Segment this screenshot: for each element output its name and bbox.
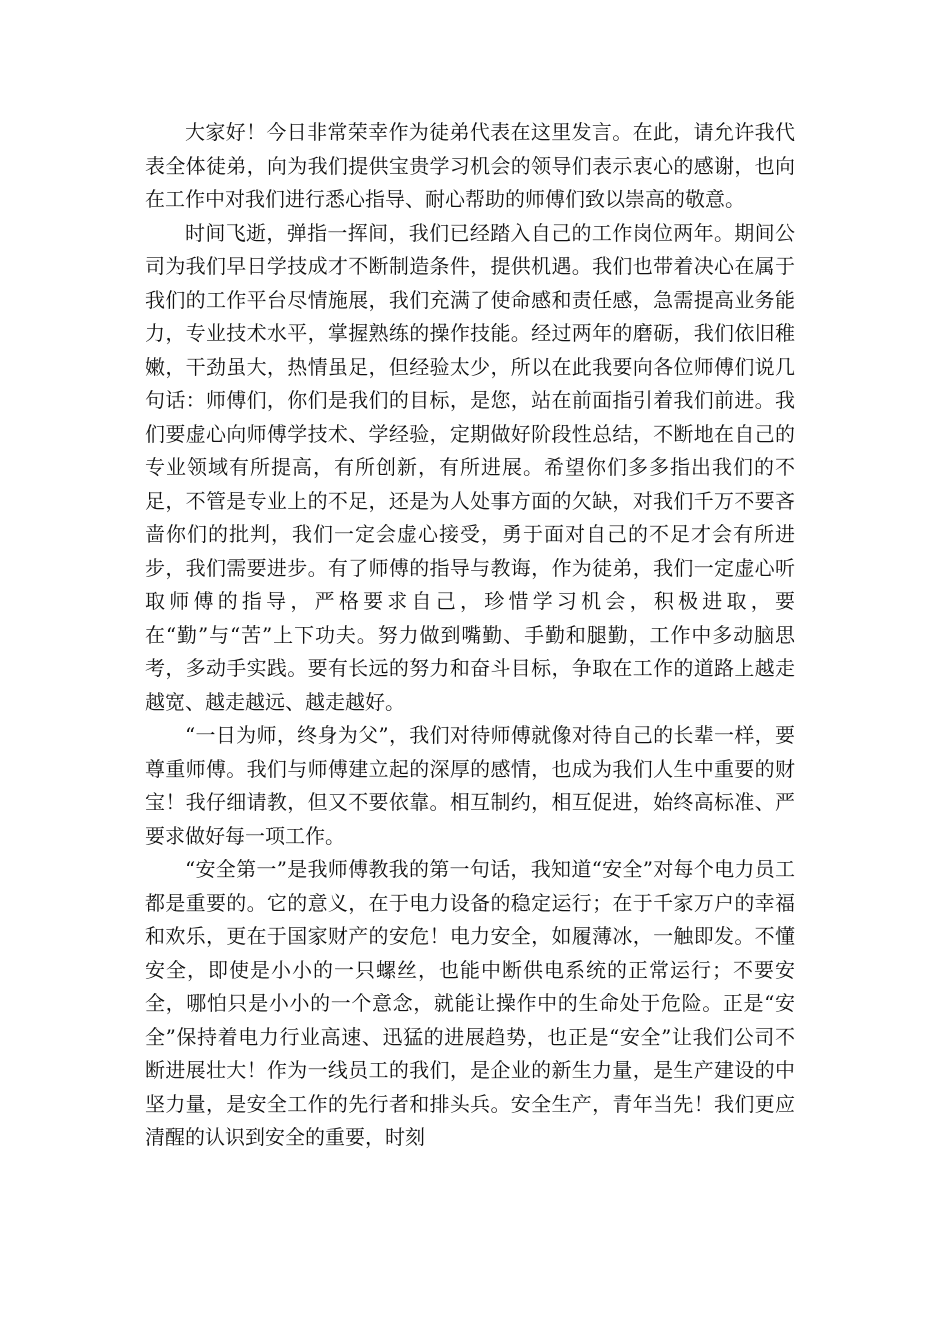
document-body <box>145 116 795 1155</box>
paragraph-greeting: 大家好！今日非常荣幸作为徒弟代表在这里发言。在此，请允许我代表全体徒弟，向为我们提供宝贵学习机会的领导们表示衷心的感谢，也向在工作中对我们进行悉心指导、耐心帮助的师傅们致以崇高的敬意。 <box>145 120 795 211</box>
paragraph-two-years: 时间飞逝，弹指一挥间，我们已经踏入自己的工作岗位两年。期间公司为我们早日学技成才不断制造条件，提供机遇。我们也带着决心在属于我们的工作平台尽情施展，我们充满了使命感和责任感，急需提高业务能力，专业技术水平，掌握熟练的操作技能。经过两年的磨砺，我们依旧稚嫩，干劲虽大，热情虽足，但经验太少，所以在此我要向各位师傅们说几句话：师傅们，你们是我们的目标，是您，站在前面指引着我们前进。我们要虚心向师傅学技术、学经验，定期做好阶段性总结，不断地在自己的专业领域有所提高，有所创新，有所进展。希望你们多多指出我们的不足，不管是专业上的不足，还是为人处事方面的欠缺，对我们千万不要吝啬你们的批判，我们一定会虚心接受，勇于面对自己的不足才会有所进步，我们需要进步。有了师傅的指导与教诲，作为徒弟，我们一定虚心听取师傅的指导，严格要求自己，珍惜学习机会，积极进取，要在“勤”与“苦”上下功夫。努力做到嘴勤、手勤和腿勤，工作中多动脑思考，多动手实践。要有长远的努力和奋斗目标，争取在工作的道路上越走越宽、越走越远、越走越好。 <box>145 220 795 714</box>
paragraph-respect-master: “一日为师，终身为父”，我们对待师傅就像对待自己的长辈一样，要尊重师傅。我们与师傅建立起的深厚的感情，也成为我们人生中重要的财宝！我仔细请教，但又不要依靠。相互制约，相互促进，始终高标准、严要求做好每一项工作。 <box>145 723 795 848</box>
paragraph-safety-first: “安全第一”是我师傅教我的第一句话，我知道“安全”对每个电力员工都是重要的。它的意义，在于电力设备的稳定运行；在于千家万户的幸福和欢乐，更在于国家财产的安危！电力安全，如履薄冰，一触即发。不懂安全，即使是小小的一只螺丝，也能中断供电系统的正常运行；不要安全，哪怕只是小小的一个意念，就能让操作中的生命处于危险。正是“安全”保持着电力行业高速、迅猛的进展趋势，也正是“安全”让我们公司不断进展壮大！作为一线员工的我们，是企业的新生力量，是生产建设的中坚力量，是安全工作的先行者和排头兵。安全生产，青年当先！我们更应清醒的认识到安全的重要，时刻 <box>145 857 795 1149</box>
